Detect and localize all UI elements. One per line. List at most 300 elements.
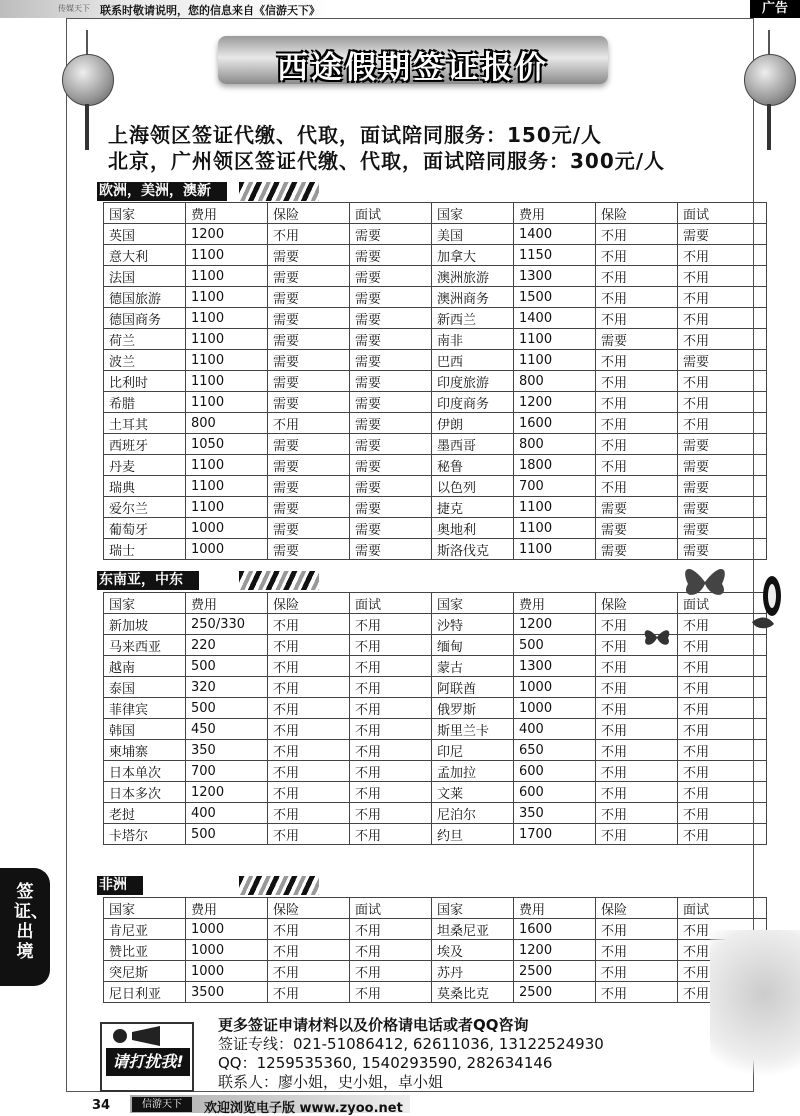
- table-cell: 1600: [514, 413, 596, 434]
- table-cell: 400: [186, 803, 268, 824]
- table-row: [104, 455, 767, 476]
- table-cell: 希腊: [104, 392, 186, 413]
- column-header: 国家: [104, 203, 186, 224]
- column-header: 保险: [268, 593, 350, 614]
- ad-tag: 广告: [750, 0, 800, 18]
- butterfly-icon: [642, 626, 672, 648]
- table-cell: 需要: [268, 539, 350, 560]
- table-cell: 需要: [350, 476, 432, 497]
- table-cell: 不用: [350, 940, 432, 961]
- table-cell: 不用: [350, 740, 432, 761]
- table-cell: 不用: [678, 329, 767, 350]
- table-cell: 不用: [596, 656, 678, 677]
- table-row: [104, 392, 767, 413]
- table-cell: 需要: [350, 224, 432, 245]
- table-cell: 1100: [514, 497, 596, 518]
- table-cell: 不用: [678, 287, 767, 308]
- table-cell: 缅甸: [432, 635, 514, 656]
- table-cell: 印尼: [432, 740, 514, 761]
- table-cell: 不用: [678, 371, 767, 392]
- table-cell: 赞比亚: [104, 940, 186, 961]
- contact-hotline: 签证专线：021-51086412, 62611036, 13122524930: [218, 1035, 604, 1053]
- column-header: 面试: [678, 898, 767, 919]
- table-cell: 1100: [186, 287, 268, 308]
- table-cell: 需要: [678, 224, 767, 245]
- table-cell: 1100: [186, 497, 268, 518]
- table-cell: 不用: [596, 719, 678, 740]
- table-cell: 不用: [268, 698, 350, 719]
- visa-table-europe-america: [103, 202, 767, 560]
- table-cell: 1400: [514, 308, 596, 329]
- table-cell: 不用: [596, 455, 678, 476]
- table-cell: 不用: [596, 245, 678, 266]
- coin-ornament-left-icon: [62, 44, 112, 106]
- table-cell: 不用: [268, 919, 350, 940]
- table-cell: 德国旅游: [104, 287, 186, 308]
- section-header-southeast-asia: [97, 571, 327, 590]
- table-header-row: [104, 203, 767, 224]
- column-header: 费用: [514, 898, 596, 919]
- table-cell: 1400: [514, 224, 596, 245]
- column-header: 国家: [432, 593, 514, 614]
- table-cell: 需要: [678, 518, 767, 539]
- table-cell: 500: [186, 824, 268, 845]
- column-header: 费用: [514, 593, 596, 614]
- column-header: 国家: [104, 593, 186, 614]
- table-row: [104, 677, 767, 698]
- table-cell: 1000: [186, 539, 268, 560]
- service-prices: [108, 122, 665, 174]
- table-cell: 不用: [268, 782, 350, 803]
- table-cell: 不用: [596, 782, 678, 803]
- footer-text: 欢迎浏览电子版 www.zyoo.net: [204, 1101, 403, 1116]
- table-cell: 1000: [186, 961, 268, 982]
- column-header: 国家: [104, 898, 186, 919]
- column-header: 保险: [596, 203, 678, 224]
- table-cell: 不用: [596, 740, 678, 761]
- table-cell: 不用: [350, 982, 432, 1003]
- table-cell: 1200: [514, 940, 596, 961]
- table-cell: 1050: [186, 434, 268, 455]
- table-cell: 1000: [186, 919, 268, 940]
- table-cell: 不用: [678, 635, 767, 656]
- table-cell: 不用: [596, 614, 678, 635]
- footer-logo: 信游天下: [132, 1097, 192, 1112]
- table-cell: 不用: [596, 761, 678, 782]
- table-cell: 1100: [186, 455, 268, 476]
- category-side-tab: [0, 868, 50, 986]
- table-cell: 英国: [104, 224, 186, 245]
- column-header: 保险: [596, 898, 678, 919]
- table-cell: 马来西亚: [104, 635, 186, 656]
- column-header: 费用: [186, 898, 268, 919]
- table-cell: 澳洲商务: [432, 287, 514, 308]
- table-row: [104, 308, 767, 329]
- table-row: [104, 656, 767, 677]
- visa-table-africa: [103, 897, 767, 1003]
- table-cell: 需要: [268, 371, 350, 392]
- table-cell: 500: [186, 698, 268, 719]
- table-cell: 突尼斯: [104, 961, 186, 982]
- service-beijing-guangzhou: 北京，广州领区签证代缴、代取，面试陪同服务：300元/人: [108, 149, 666, 173]
- table-cell: 不用: [596, 824, 678, 845]
- table-cell: 不用: [596, 982, 678, 1003]
- table-row: [104, 782, 767, 803]
- table-cell: 阿联酋: [432, 677, 514, 698]
- table-cell: 不用: [678, 656, 767, 677]
- table-cell: 1000: [514, 698, 596, 719]
- table-cell: 需要: [678, 455, 767, 476]
- table-cell: 1100: [186, 329, 268, 350]
- table-cell: 需要: [596, 329, 678, 350]
- table-cell: 奥地利: [432, 518, 514, 539]
- table-cell: 1200: [186, 782, 268, 803]
- table-cell: 320: [186, 677, 268, 698]
- table-cell: 需要: [350, 245, 432, 266]
- table-cell: 1100: [514, 539, 596, 560]
- table-row: [104, 497, 767, 518]
- butterfly-icon: [680, 562, 730, 602]
- table-cell: 2500: [514, 982, 596, 1003]
- table-cell: 需要: [596, 539, 678, 560]
- table-row: [104, 287, 767, 308]
- table-cell: 土耳其: [104, 413, 186, 434]
- table-cell: 需要: [268, 434, 350, 455]
- column-header: 费用: [186, 593, 268, 614]
- table-cell: 需要: [350, 434, 432, 455]
- table-cell: 需要: [596, 497, 678, 518]
- table-cell: 德国商务: [104, 308, 186, 329]
- table-cell: 不用: [678, 719, 767, 740]
- table-cell: 不用: [596, 434, 678, 455]
- table-cell: 1100: [186, 371, 268, 392]
- table-cell: 不用: [596, 287, 678, 308]
- table-cell: 需要: [350, 497, 432, 518]
- table-cell: 不用: [350, 919, 432, 940]
- table-cell: 需要: [268, 245, 350, 266]
- table-cell: 需要: [268, 308, 350, 329]
- table-cell: 700: [514, 476, 596, 497]
- table-cell: 不用: [678, 740, 767, 761]
- table-row: [104, 266, 767, 287]
- stripe-decoration-icon: [239, 571, 319, 590]
- table-cell: 新西兰: [432, 308, 514, 329]
- table-cell: 400: [514, 719, 596, 740]
- column-header: 面试: [350, 898, 432, 919]
- table-cell: 500: [186, 656, 268, 677]
- table-cell: 1100: [186, 350, 268, 371]
- table-cell: 1700: [514, 824, 596, 845]
- table-cell: 不用: [596, 266, 678, 287]
- table-cell: 不用: [678, 698, 767, 719]
- table-cell: 不用: [596, 413, 678, 434]
- table-cell: 不用: [268, 740, 350, 761]
- table-cell: 需要: [350, 539, 432, 560]
- table-cell: 不用: [596, 392, 678, 413]
- column-header: 面试: [350, 593, 432, 614]
- column-header: 面试: [678, 203, 767, 224]
- table-cell: 文莱: [432, 782, 514, 803]
- table-cell: 350: [186, 740, 268, 761]
- table-row: [104, 761, 767, 782]
- stripe-decoration-icon: [239, 876, 319, 895]
- table-cell: 需要: [350, 392, 432, 413]
- table-cell: 不用: [268, 824, 350, 845]
- table-cell: 1300: [514, 266, 596, 287]
- table-row: [104, 982, 767, 1003]
- table-cell: 不用: [350, 761, 432, 782]
- contact-info: [218, 1016, 604, 1092]
- table-cell: 秘鲁: [432, 455, 514, 476]
- column-header: 面试: [350, 203, 432, 224]
- table-cell: 1300: [514, 656, 596, 677]
- table-cell: 南非: [432, 329, 514, 350]
- table-cell: 不用: [268, 761, 350, 782]
- table-row: [104, 224, 767, 245]
- table-cell: 不用: [350, 803, 432, 824]
- table-cell: 需要: [678, 434, 767, 455]
- table-cell: 需要: [268, 329, 350, 350]
- table-cell: 1100: [514, 350, 596, 371]
- table-cell: 不用: [678, 761, 767, 782]
- table-cell: 泰国: [104, 677, 186, 698]
- table-cell: 需要: [350, 329, 432, 350]
- table-cell: 卡塔尔: [104, 824, 186, 845]
- table-row: [104, 371, 767, 392]
- table-cell: 巴西: [432, 350, 514, 371]
- table-cell: 日本多次: [104, 782, 186, 803]
- publisher-logo: 传媒天下: [58, 4, 90, 13]
- table-cell: 不用: [350, 698, 432, 719]
- table-header-row: [104, 898, 767, 919]
- table-cell: 约旦: [432, 824, 514, 845]
- table-cell: 600: [514, 761, 596, 782]
- table-cell: 墨西哥: [432, 434, 514, 455]
- table-cell: 需要: [268, 266, 350, 287]
- page-title: 西途假期签证报价: [277, 50, 549, 86]
- table-cell: 需要: [268, 455, 350, 476]
- table-cell: 350: [514, 803, 596, 824]
- table-cell: 500: [514, 635, 596, 656]
- table-cell: 不用: [678, 614, 767, 635]
- table-cell: 不用: [596, 677, 678, 698]
- table-row: [104, 350, 767, 371]
- table-row: [104, 824, 767, 845]
- table-cell: 不用: [678, 961, 767, 982]
- table-cell: 需要: [268, 392, 350, 413]
- table-cell: 220: [186, 635, 268, 656]
- table-cell: 不用: [678, 308, 767, 329]
- table-cell: 需要: [350, 287, 432, 308]
- table-cell: 肯尼亚: [104, 919, 186, 940]
- table-row: [104, 719, 767, 740]
- call-me-badge: 请打扰我!: [106, 1048, 190, 1076]
- title-banner: [218, 30, 608, 92]
- column-header: 保险: [268, 898, 350, 919]
- table-cell: 不用: [350, 614, 432, 635]
- table-cell: 250/330: [186, 614, 268, 635]
- table-cell: 不用: [678, 940, 767, 961]
- section-title: 欧洲，美洲，澳新: [97, 182, 227, 201]
- table-cell: 不用: [678, 245, 767, 266]
- table-cell: 印度旅游: [432, 371, 514, 392]
- column-header: 费用: [514, 203, 596, 224]
- table-cell: 斯洛伐克: [432, 539, 514, 560]
- table-cell: 不用: [350, 961, 432, 982]
- table-cell: 需要: [678, 539, 767, 560]
- table-cell: 不用: [596, 698, 678, 719]
- table-cell: 650: [514, 740, 596, 761]
- table-cell: 1500: [514, 287, 596, 308]
- table-cell: 不用: [678, 782, 767, 803]
- table-row: [104, 434, 767, 455]
- table-cell: 1100: [186, 245, 268, 266]
- table-row: [104, 698, 767, 719]
- table-cell: 意大利: [104, 245, 186, 266]
- table-row: [104, 413, 767, 434]
- column-header: 保险: [268, 203, 350, 224]
- table-cell: 需要: [268, 497, 350, 518]
- table-cell: 需要: [350, 266, 432, 287]
- section-title: 非洲: [97, 876, 143, 895]
- table-cell: 不用: [350, 824, 432, 845]
- table-row: [104, 961, 767, 982]
- table-row: [104, 539, 767, 560]
- table-cell: 不用: [678, 919, 767, 940]
- table-cell: 不用: [268, 982, 350, 1003]
- table-cell: 不用: [268, 656, 350, 677]
- page-number: 34: [92, 1098, 111, 1113]
- table-cell: 不用: [268, 803, 350, 824]
- table-cell: 1800: [514, 455, 596, 476]
- table-cell: 不用: [268, 614, 350, 635]
- table-cell: 美国: [432, 224, 514, 245]
- table-cell: 1100: [514, 329, 596, 350]
- table-cell: 苏丹: [432, 961, 514, 982]
- table-cell: 需要: [268, 287, 350, 308]
- table-cell: 埃及: [432, 940, 514, 961]
- table-cell: 瑞典: [104, 476, 186, 497]
- table-cell: 不用: [350, 719, 432, 740]
- table-cell: 需要: [678, 476, 767, 497]
- table-cell: 需要: [350, 413, 432, 434]
- table-cell: 不用: [678, 982, 767, 1003]
- table-cell: 800: [514, 371, 596, 392]
- table-cell: 1200: [514, 614, 596, 635]
- table-cell: 不用: [678, 392, 767, 413]
- table-row: [104, 919, 767, 940]
- table-cell: 需要: [678, 497, 767, 518]
- table-cell: 需要: [350, 371, 432, 392]
- table-cell: 1200: [514, 392, 596, 413]
- table-cell: 加拿大: [432, 245, 514, 266]
- table-cell: 需要: [268, 476, 350, 497]
- table-cell: 不用: [268, 677, 350, 698]
- category-label: 签证、出境: [14, 882, 48, 962]
- table-cell: 1150: [514, 245, 596, 266]
- table-cell: 不用: [678, 824, 767, 845]
- table-cell: 新加坡: [104, 614, 186, 635]
- table-cell: 不用: [268, 961, 350, 982]
- table-cell: 不用: [350, 635, 432, 656]
- table-cell: 需要: [350, 308, 432, 329]
- column-header: 保险: [596, 593, 678, 614]
- table-cell: 伊朗: [432, 413, 514, 434]
- butterfly-icon: [744, 574, 794, 634]
- coin-ornament-right-icon: [744, 44, 794, 106]
- table-row: [104, 476, 767, 497]
- contact-qq: QQ：1259535360, 1540293590, 282634146: [218, 1054, 553, 1072]
- table-cell: 菲律宾: [104, 698, 186, 719]
- table-cell: 不用: [678, 677, 767, 698]
- table-cell: 越南: [104, 656, 186, 677]
- table-cell: 不用: [268, 940, 350, 961]
- table-cell: 需要: [268, 518, 350, 539]
- table-cell: 日本单次: [104, 761, 186, 782]
- table-cell: 捷克: [432, 497, 514, 518]
- table-row: [104, 245, 767, 266]
- section-header-africa: [97, 876, 327, 895]
- table-cell: 柬埔寨: [104, 740, 186, 761]
- table-cell: 以色列: [432, 476, 514, 497]
- table-cell: 不用: [596, 635, 678, 656]
- table-cell: 不用: [596, 308, 678, 329]
- table-cell: 1100: [186, 392, 268, 413]
- table-cell: 俄罗斯: [432, 698, 514, 719]
- table-cell: 孟加拉: [432, 761, 514, 782]
- table-cell: 1100: [186, 476, 268, 497]
- table-cell: 1600: [514, 919, 596, 940]
- table-cell: 800: [514, 434, 596, 455]
- table-cell: 不用: [350, 656, 432, 677]
- table-cell: 不用: [350, 677, 432, 698]
- table-cell: 葡萄牙: [104, 518, 186, 539]
- table-cell: 不用: [268, 719, 350, 740]
- table-cell: 蒙古: [432, 656, 514, 677]
- table-row: [104, 803, 767, 824]
- table-cell: 1100: [186, 266, 268, 287]
- table-cell: 不用: [268, 224, 350, 245]
- table-cell: 沙特: [432, 614, 514, 635]
- table-cell: 坦桑尼亚: [432, 919, 514, 940]
- table-cell: 印度商务: [432, 392, 514, 413]
- table-cell: 不用: [596, 940, 678, 961]
- contact-people: 联系人：廖小姐，史小姐，卓小姐: [218, 1073, 444, 1091]
- table-cell: 需要: [350, 518, 432, 539]
- table-cell: 需要: [678, 350, 767, 371]
- table-cell: 尼泊尔: [432, 803, 514, 824]
- table-cell: 1000: [186, 940, 268, 961]
- table-cell: 比利时: [104, 371, 186, 392]
- table-cell: 荷兰: [104, 329, 186, 350]
- table-cell: 需要: [268, 350, 350, 371]
- table-cell: 瑞士: [104, 539, 186, 560]
- table-row: [104, 329, 767, 350]
- table-cell: 不用: [596, 961, 678, 982]
- stripe-decoration-icon: [239, 182, 319, 201]
- table-cell: 1200: [186, 224, 268, 245]
- table-cell: 不用: [596, 350, 678, 371]
- table-cell: 不用: [678, 413, 767, 434]
- table-cell: 不用: [678, 266, 767, 287]
- table-cell: 爱尔兰: [104, 497, 186, 518]
- table-cell: 西班牙: [104, 434, 186, 455]
- table-cell: 600: [514, 782, 596, 803]
- table-cell: 澳洲旅游: [432, 266, 514, 287]
- table-cell: 不用: [596, 224, 678, 245]
- table-cell: 不用: [596, 919, 678, 940]
- table-row: [104, 940, 767, 961]
